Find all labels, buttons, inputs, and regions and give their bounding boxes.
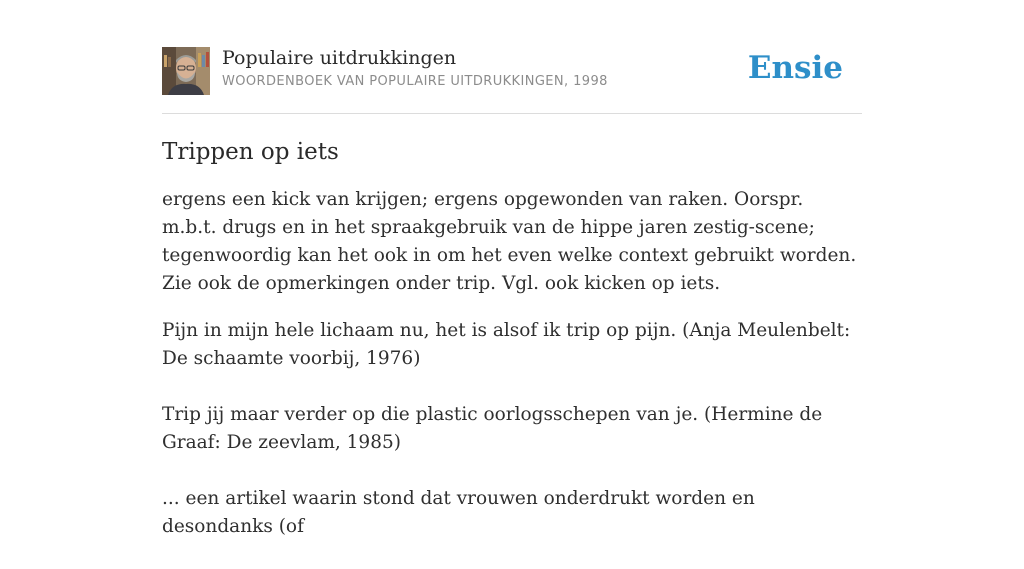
- source-subtitle: WOORDENBOEK VAN POPULAIRE UITDRUKKINGEN, 1998: [222, 74, 608, 89]
- entry-header: [162, 46, 862, 114]
- source-info: [222, 46, 608, 91]
- entry-quotes: [162, 317, 862, 541]
- source-title[interactable]: Populaire uitdrukkingen: [222, 47, 457, 69]
- author-avatar[interactable]: [162, 47, 210, 95]
- entry-card: [162, 46, 862, 569]
- entry-definition: ergens een kick van krijgen; ergens opgewonden van raken. Oorspr. m.b.t. drugs en in het spraakgebruik van de hippe jaren zestig-scene; tegenwoordig kan het ook in om het even welke context gebruikt worden. Zie ook de opmerkingen onder trip. Vgl. ook kicken op iets.: [162, 189, 857, 294]
- author-portrait-icon: [162, 47, 210, 95]
- quote-item: ... een artikel waarin stond dat vrouwen onderdrukt worden en desondanks (of: [162, 488, 755, 537]
- quote-item: Trip jij maar verder op die plastic oorlogsschepen van je. (Hermine de Graaf: De zeevlam, 1985): [162, 404, 823, 453]
- quote-item: Pijn in mijn hele lichaam nu, het is alsof ik trip op pijn. (Anja Meulenbelt: De schaamte voorbij, 1976): [162, 320, 851, 369]
- entry-title: Trippen op iets: [162, 139, 339, 165]
- brand-logo[interactable]: Ensie: [747, 50, 843, 86]
